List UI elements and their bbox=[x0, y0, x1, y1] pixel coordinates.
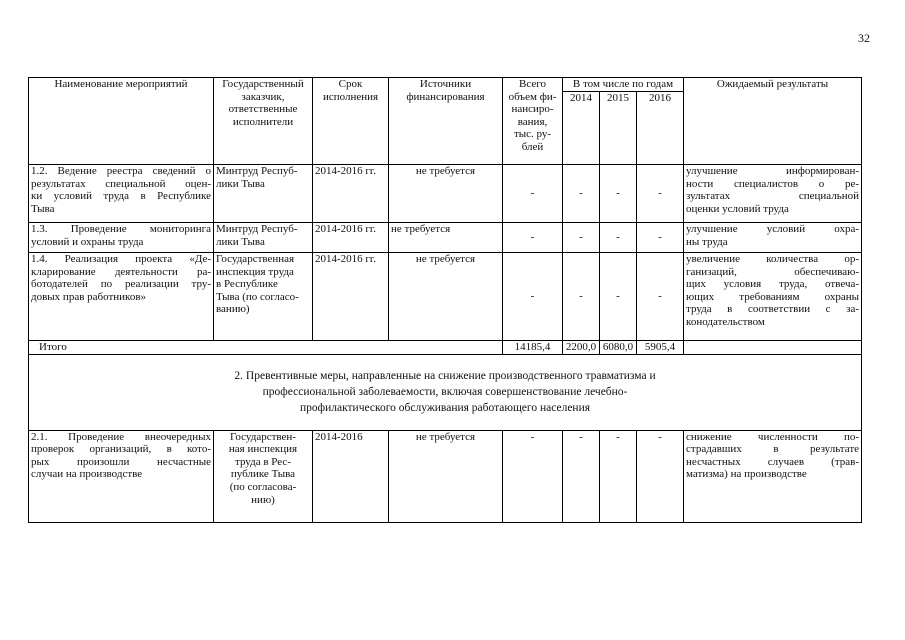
row-2014: - bbox=[563, 253, 600, 341]
text-line: ганизаций, обеспечиваю- bbox=[686, 265, 860, 278]
text-line: Государственный bbox=[222, 78, 304, 90]
text-line: 1.2. Ведение реестра сведений о bbox=[31, 165, 211, 177]
row-total: - bbox=[503, 165, 563, 223]
row-2014: - bbox=[563, 223, 600, 253]
text-line: улучшение информирован- bbox=[686, 165, 860, 177]
table-row bbox=[29, 165, 862, 223]
row-name bbox=[29, 430, 214, 522]
text-line: Государственная bbox=[216, 253, 295, 265]
text-line: инспекция труда bbox=[216, 265, 294, 278]
header-total bbox=[503, 78, 563, 165]
row-total: - bbox=[503, 223, 563, 253]
row-name bbox=[29, 253, 214, 341]
text-line: в Республике bbox=[216, 278, 278, 291]
text-line: вания, bbox=[517, 115, 548, 128]
row-term: 2014-2016 гг. bbox=[313, 253, 389, 341]
row-sources: не требуется bbox=[389, 223, 503, 253]
row-customer bbox=[214, 430, 313, 522]
header-by-years: В том числе по годам bbox=[563, 78, 684, 92]
row-sources: не требуется bbox=[389, 165, 503, 223]
text-line: зультатах специальной bbox=[686, 190, 860, 203]
header-sources bbox=[389, 78, 503, 165]
row-name bbox=[29, 223, 214, 253]
row-customer bbox=[214, 165, 313, 223]
text-line: труда в соответствии с за- bbox=[686, 303, 860, 316]
text-line: улучшение условий охра- bbox=[686, 223, 860, 235]
text-line: Минтруд Респуб- bbox=[216, 165, 298, 177]
row-2015: - bbox=[600, 253, 637, 341]
text-line: довых прав работников» bbox=[31, 290, 147, 303]
total-label: Итого bbox=[29, 341, 503, 355]
text-line: 2.1. Проведение внеочередных bbox=[31, 430, 211, 443]
text-line: рых произошли несчастные bbox=[31, 455, 211, 468]
row-total: - bbox=[503, 430, 563, 522]
total-2015: 6080,0 bbox=[600, 341, 637, 355]
text-line: проверок организаций, в кото- bbox=[31, 443, 211, 456]
row-2016: - bbox=[637, 165, 684, 223]
section-2-title bbox=[29, 354, 862, 430]
text-line: ющих требованиям охраны bbox=[686, 290, 860, 303]
text-line: (по согласова- bbox=[229, 480, 297, 493]
text-line: 2. Превентивные меры, направленные на снижение производственного травматизма и bbox=[234, 370, 656, 383]
text-line: Тыва (по согласо- bbox=[216, 290, 299, 303]
header-result: Ожидаемый результаты bbox=[684, 78, 862, 165]
text-line: ная инспекция bbox=[228, 443, 298, 456]
total-result-empty bbox=[684, 341, 862, 355]
row-2016: - bbox=[637, 223, 684, 253]
text-line: профилактического обслуживания работающего населения bbox=[299, 402, 591, 415]
text-line: Минтруд Респуб- bbox=[216, 223, 298, 235]
row-sources: не требуется bbox=[389, 253, 503, 341]
text-line: результатах специальной оцен- bbox=[31, 177, 211, 190]
text-line: исполнители bbox=[232, 115, 294, 128]
row-sources: не требуется bbox=[389, 430, 503, 522]
text-line: страдавших в результате bbox=[686, 443, 860, 456]
row-customer bbox=[214, 253, 313, 341]
text-line: снижение численности по- bbox=[686, 430, 860, 443]
row-term: 2014-2016 гг. bbox=[313, 223, 389, 253]
activities-table bbox=[28, 77, 862, 523]
text-line: Срок bbox=[338, 78, 363, 90]
row-2016: - bbox=[637, 253, 684, 341]
text-line: профессиональной заболеваемости, включая совершенствование лечебно- bbox=[262, 386, 628, 399]
text-line: случаи на производстве bbox=[31, 468, 143, 481]
text-line: нансиро- bbox=[511, 103, 554, 116]
text-line: оценки условий труда bbox=[686, 202, 789, 215]
header-name: Наименование мероприятий bbox=[29, 78, 214, 165]
row-2015: - bbox=[600, 165, 637, 223]
row-result bbox=[684, 165, 862, 223]
row-2014: - bbox=[563, 430, 600, 522]
text-line: конодательством bbox=[686, 315, 765, 328]
text-line: щих условия труда, отвеча- bbox=[686, 278, 860, 291]
text-line: публике Тыва bbox=[230, 468, 296, 481]
row-2016: - bbox=[637, 430, 684, 522]
text-line: ности специалистов о ре- bbox=[686, 177, 860, 190]
text-line: Государствен- bbox=[230, 430, 296, 443]
text-line: ны труда bbox=[686, 235, 728, 248]
row-2014: - bbox=[563, 165, 600, 223]
text-line: Всего bbox=[519, 78, 546, 90]
row-result bbox=[684, 253, 862, 341]
text-line: нию) bbox=[251, 493, 275, 506]
row-2015: - bbox=[600, 430, 637, 522]
text-line: ботодателей по реализации тру- bbox=[31, 278, 211, 291]
header-customer bbox=[214, 78, 313, 165]
table-row bbox=[29, 253, 862, 341]
text-line: лики Тыва bbox=[216, 235, 265, 248]
text-line: лики Тыва bbox=[216, 177, 265, 190]
text-line: ванию) bbox=[216, 303, 250, 316]
text-line: финансирования bbox=[406, 90, 485, 103]
text-line: объем фи- bbox=[508, 90, 557, 103]
row-term: 2014-2016 гг. bbox=[313, 165, 389, 223]
text-line: труда в Рес- bbox=[235, 455, 291, 468]
text-line: исполнения bbox=[322, 90, 379, 103]
text-line: Тыва bbox=[31, 202, 55, 215]
total-row bbox=[29, 341, 862, 355]
total-2016: 5905,4 bbox=[637, 341, 684, 355]
text-line: тыс. ру- bbox=[513, 128, 552, 141]
row-total: - bbox=[503, 253, 563, 341]
row-name bbox=[29, 165, 214, 223]
page-number: 32 bbox=[858, 31, 870, 45]
text-line: Источники bbox=[419, 78, 472, 90]
header-term bbox=[313, 78, 389, 165]
text-line: ки условий труда в Республике bbox=[31, 190, 211, 203]
header-row bbox=[29, 78, 862, 92]
text-line: матизма) на производстве bbox=[686, 468, 807, 481]
header-year-2015: 2015 bbox=[600, 91, 637, 164]
text-line: 1.4. Реализация проекта «Де- bbox=[31, 253, 211, 265]
row-term: 2014-2016 bbox=[313, 430, 389, 522]
text-line: блей bbox=[521, 140, 544, 153]
table-row bbox=[29, 223, 862, 253]
header-year-2016: 2016 bbox=[637, 91, 684, 164]
header-year-2014: 2014 bbox=[563, 91, 600, 164]
total-sum: 14185,4 bbox=[503, 341, 563, 355]
row-customer bbox=[214, 223, 313, 253]
text-line: 1.3. Проведение мониторинга bbox=[31, 223, 211, 235]
text-line: заказчик, bbox=[241, 90, 285, 103]
text-line: кларирование деятельности ра- bbox=[31, 265, 211, 278]
total-2014: 2200,0 bbox=[563, 341, 600, 355]
text-line: несчастных случаев (трав- bbox=[686, 455, 860, 468]
text-line: условий и охраны труда bbox=[31, 235, 144, 248]
text-line: ответственные bbox=[228, 103, 298, 116]
text-line: увеличение количества ор- bbox=[686, 253, 860, 265]
row-result bbox=[684, 223, 862, 253]
row-result bbox=[684, 430, 862, 522]
section-row bbox=[29, 354, 862, 430]
table-row bbox=[29, 430, 862, 522]
row-2015: - bbox=[600, 223, 637, 253]
